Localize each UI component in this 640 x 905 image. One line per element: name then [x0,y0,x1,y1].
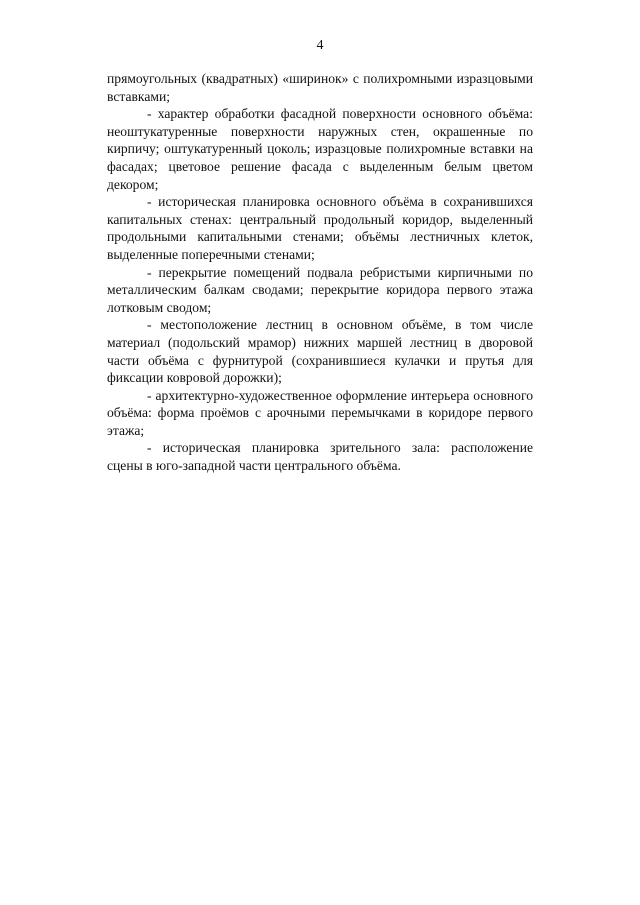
paragraph-historic-layout: - историческая планировка основного объёма в сохранившихся капитальных стенах: центральный продольный коридор, выделенный продольными капитальными стенами; объёмы лестничных клеток, выделенные поперечными стенами; [107,194,533,262]
paragraph-facade-treatment: - характер обработки фасадной поверхности основного объёма: неоштукатуренные поверхности наружных стен, окрашенные по кирпичу; оштукатуренный цоколь; изразцовые полихромные вставки на фасадах; цветовое решение фасада с выделенным белым цветом декором; [107,106,533,192]
paragraph-basement-vaults: - перекрытие помещений подвала ребристыми кирпичными по металлическим балкам сводами; перекрытие коридора первого этажа лотковым сводом; [107,264,533,315]
page-number: 4 [316,38,324,53]
paragraph-interior-design: - архитектурно-художественное оформление интерьера основного объёма: форма проёмов с арочными перемычками в коридоре первого этажа; [107,387,533,438]
body-text [107,70,533,475]
paragraph-continuation: прямоугольных (квадратных) «ширинок» с полихромными изразцовыми вставками; [107,71,533,104]
paragraph-auditorium-layout: - историческая планировка зрительного зала: расположение сцены в юго-западной части центрального объёма. [107,440,533,474]
paragraph-staircases: - местоположение лестниц в основном объёме, в том числе материал (подольский мрамор) нижних маршей лестниц в дворовой части объёма с фурнитурой (сохранившиеся кулачки и прутья для фиксации ковровой дорожки); [107,317,533,386]
